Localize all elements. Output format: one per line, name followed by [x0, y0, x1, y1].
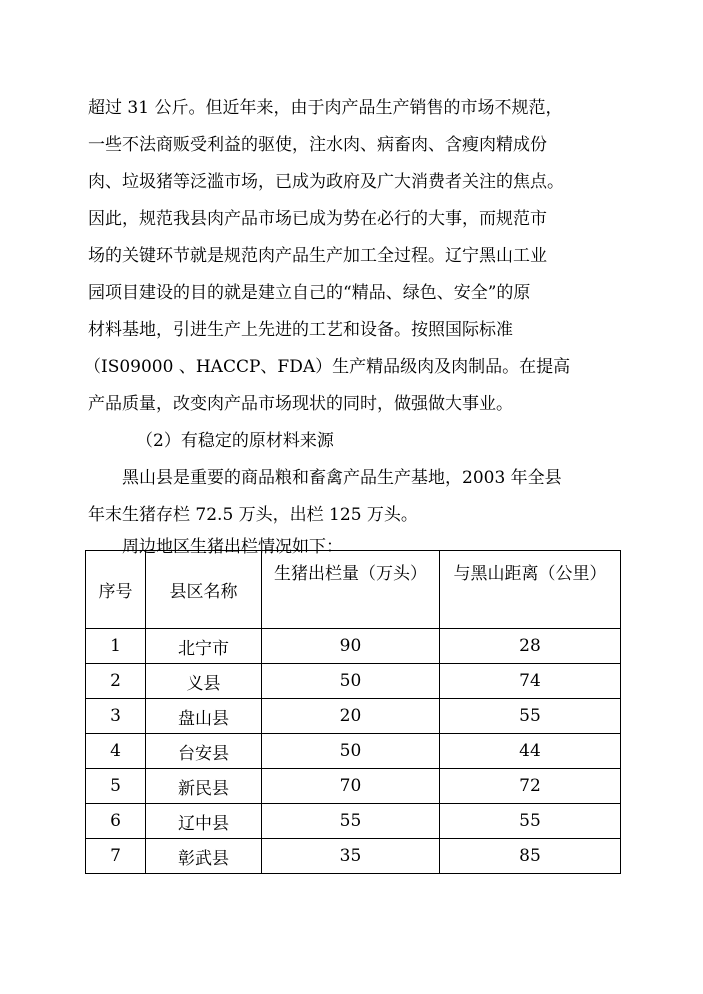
table-row: [86, 839, 621, 874]
cell-distance: 55: [440, 804, 621, 839]
paragraph-line: 一些不法商贩受利益的驱使，注水肉、病畜肉、含瘦肉精成份: [88, 135, 547, 155]
cell-output: 50: [262, 734, 440, 769]
cell-county: 北宁市: [146, 629, 262, 664]
paragraph-line: 超过 31 公斤。但近年来，由于肉产品生产销售的市场不规范，: [88, 98, 563, 118]
cell-index: 7: [86, 839, 146, 874]
table-header-row: [86, 551, 621, 629]
cell-distance: 85: [440, 839, 621, 874]
pig-output-table: [85, 550, 621, 874]
cell-index: 6: [86, 804, 146, 839]
paragraph-line: 产品质量，改变肉产品市场现状的同时，做强做大事业。: [88, 394, 513, 414]
cell-output: 35: [262, 839, 440, 874]
cell-index: 3: [86, 699, 146, 734]
header-distance: 与黑山距离（公里）: [440, 551, 621, 629]
cell-distance: 74: [440, 664, 621, 699]
paragraph-line: 黑山县是重要的商品粮和畜禽产品生产基地，2003 年全县: [122, 468, 562, 488]
cell-index: 4: [86, 734, 146, 769]
cell-distance: 44: [440, 734, 621, 769]
cell-output: 50: [262, 664, 440, 699]
cell-distance: 72: [440, 769, 621, 804]
cell-output: 55: [262, 804, 440, 839]
cell-distance: 28: [440, 629, 621, 664]
cell-index: 1: [86, 629, 146, 664]
cell-index: 5: [86, 769, 146, 804]
cell-county: 盘山县: [146, 699, 262, 734]
table-intro: 周边地区生猪出栏情况如下：: [122, 537, 343, 557]
cell-output: 70: [262, 769, 440, 804]
section-heading: （2）有稳定的原材料来源: [136, 431, 334, 451]
table-row: [86, 804, 621, 839]
paragraph-line: 年末生猪存栏 72.5 万头，出栏 125 万头。: [88, 505, 418, 525]
cell-county: 义县: [146, 664, 262, 699]
header-county: 县区名称: [146, 551, 262, 629]
cell-output: 90: [262, 629, 440, 664]
table-row: [86, 769, 621, 804]
paragraph-line: 园项目建设的目的就是建立自己的“精品、绿色、安全”的原: [88, 283, 531, 303]
header-index: 序号: [86, 551, 146, 629]
table-row: [86, 699, 621, 734]
paragraph-line: 因此，规范我县肉产品市场已成为势在必行的大事，而规范市: [88, 209, 547, 229]
cell-index: 2: [86, 664, 146, 699]
cell-county: 台安县: [146, 734, 262, 769]
table-row: [86, 629, 621, 664]
paragraph-line: 肉、垃圾猪等泛滥市场，已成为政府及广大消费者关注的焦点。: [88, 172, 564, 192]
cell-county: 彰武县: [146, 839, 262, 874]
cell-output: 20: [262, 699, 440, 734]
cell-county: 辽中县: [146, 804, 262, 839]
paragraph-line: （IS09000 、HACCP、FDA）生产精品级肉及肉制品。在提高: [84, 357, 571, 377]
cell-county: 新民县: [146, 769, 262, 804]
paragraph-line: 场的关键环节就是规范肉产品生产加工全过程。辽宁黑山工业: [88, 246, 547, 266]
paragraph-line: 材料基地，引进生产上先进的工艺和设备。按照国际标准: [88, 320, 513, 340]
header-output: 生猪出栏量（万头）: [262, 551, 440, 629]
cell-distance: 55: [440, 699, 621, 734]
table-row: [86, 734, 621, 769]
table-row: [86, 664, 621, 699]
